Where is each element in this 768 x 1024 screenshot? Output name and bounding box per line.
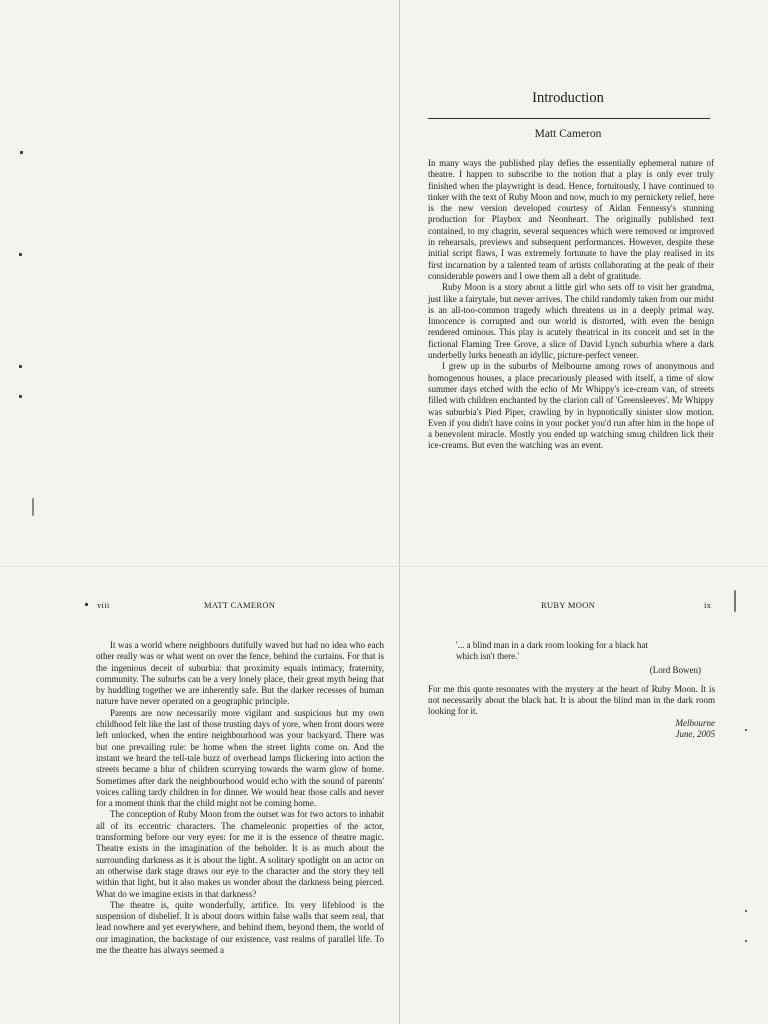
signoff-date: June, 2005 [675, 729, 715, 740]
title-rule [428, 118, 710, 119]
page-number: ix [704, 600, 712, 610]
scan-speck [734, 590, 736, 612]
paragraph: The theatre is, quite wonderfully, artifice. Its very lifeblood is the suspension of disbelief. It is about doors within false walls that seem real, that lead nowhere and yet everywhere, and behind them, beyond them, the world of our imagination, the backstage of our existence, vast realms of parallel life. To me the theatre has always seemed a [96, 899, 384, 956]
epigraph-attribution: (Lord Bowen) [649, 664, 701, 675]
epigraph-line: '... a blind man in a dark room looking for a black hat [456, 640, 648, 650]
paragraph: Parents are now necessarily more vigilant and suspicious but my own childhood felt like the last of those trusting days of yore, when front doors were left unlocked, when the entire neighbourhood was your backyard. There was but one prevailing rule: be home when the street lights come on. And the instant we heard the tell-tale buzz of overhead lamps flickering into action the streets became a blur of children scurrying towards the warm glow of home. Sometimes after dark the neighbourhood would echo with the sound of parents' voices calling tardy children in for dinner. We would hear those calls and never for a moment think that the child might not be coming home. [96, 707, 384, 809]
spread-divider [0, 566, 768, 567]
scan-speck [32, 498, 34, 516]
scan-speck [85, 603, 88, 606]
scan-speck [19, 365, 22, 368]
scan-speck [745, 729, 747, 731]
scan-speck [745, 940, 747, 942]
scan-speck [19, 395, 22, 398]
page-title: Introduction [532, 90, 604, 106]
page-number: viii [97, 600, 110, 610]
introduction-body [428, 158, 714, 452]
paragraph: Ruby Moon is a story about a little girl who sets off to visit her grandma, just like a fairytale, but never arrives. The child randomly taken from our midst is an all-too-common tragedy which threatens us in a deeply primal way. Innocence is corrupted and our world is distorted, with even the benign rendered ominous. This play is acutely theatrical in its conceit and set in the fictional Flaming Tree Grove, a slice of David Lynch suburbia where a dark underbelly lurks beneath an idyllic, picture-perfect veneer. [428, 282, 714, 361]
scan-speck [20, 151, 23, 154]
left-page-body [96, 640, 384, 956]
paragraph: It was a world where neighbours dutifully waved but had no idea who each other really was or what went on over the fence, behind the curtains. For that is the ingenious deceit of suburbia: that proximity equals intimacy, fraternity, community. The suburbs can be a very lonely place, their great myth being that by huddling together we are inherently safe. But the darker recesses of human nature have never operated on a geographic principle. [96, 640, 384, 707]
scan-speck [745, 910, 747, 912]
signoff-place: Melbourne [675, 717, 715, 728]
author-name: Matt Cameron [534, 128, 602, 140]
epigraph-line: which isn't there.' [456, 651, 519, 662]
book-gutter [399, 0, 400, 1024]
paragraph: I grew up in the suburbs of Melbourne among rows of anonymous and homogenous houses, a place precariously pleased with itself, a time of slow summer days etched with the echo of Mr Whippy's ice-cream van, of streets filled with children enchanted by the clarion call of 'Greensleeves'. Mr Whippy was suburbia's Pied Piper, crawling by in hypnotically sinister slow motion. Even if you didn't have coins in your pocket you'd run after him in the hope of a benevolent miracle. Mostly you ended up watching smug children lick their ice-creams. But even the watching was an event. [428, 361, 714, 451]
epigraph-block [428, 640, 715, 740]
reflection-paragraph: For me this quote resonates with the mystery at the heart of Ruby Moon. It is not necessarily about the black hat. It is about the blind man in the dark room looking for it. [428, 683, 715, 717]
running-head: RUBY MOON [541, 600, 596, 610]
paragraph: The conception of Ruby Moon from the outset was for two actors to inhabit all of its eccentric characters. The chameleonic properties of the actor, transforming before our very eyes: for me it is the essence of theatre magic. Theatre exists in the imagination of the beholder. It is as much about the surrounding darkness as it is about the light. A solitary spotlight on an actor on an otherwise dark stage draws our eye to the character and the story they tell within that light, but it also makes us wonder about the darkness being pierced. What do we imagine exists in that darkness? [96, 809, 384, 899]
scan-speck [19, 253, 22, 256]
running-head: MATT CAMERON [204, 600, 276, 610]
paragraph: In many ways the published play defies the essentially ephemeral nature of theatre. I happen to subscribe to the notion that a play is only ever truly finished when the playwright is dead. Hence, fortuitously, I have continued to tinker with the text of Ruby Moon and now, much to my pernickety relief, here is the new version developed courtesy of Aidan Fennessy's stunning production for Playbox and Neonheart. The originally published text contained, to my chagrin, several sequences which were removed or improved in rehearsals, previews and subsequent performances. However, despite these initial script flaws, I was extremely fortunate to have the play realised in its first incarnation by a talented team of artists collaborating at the peak of their considerable powers and I owe them all a debt of gratitude. [428, 158, 714, 281]
